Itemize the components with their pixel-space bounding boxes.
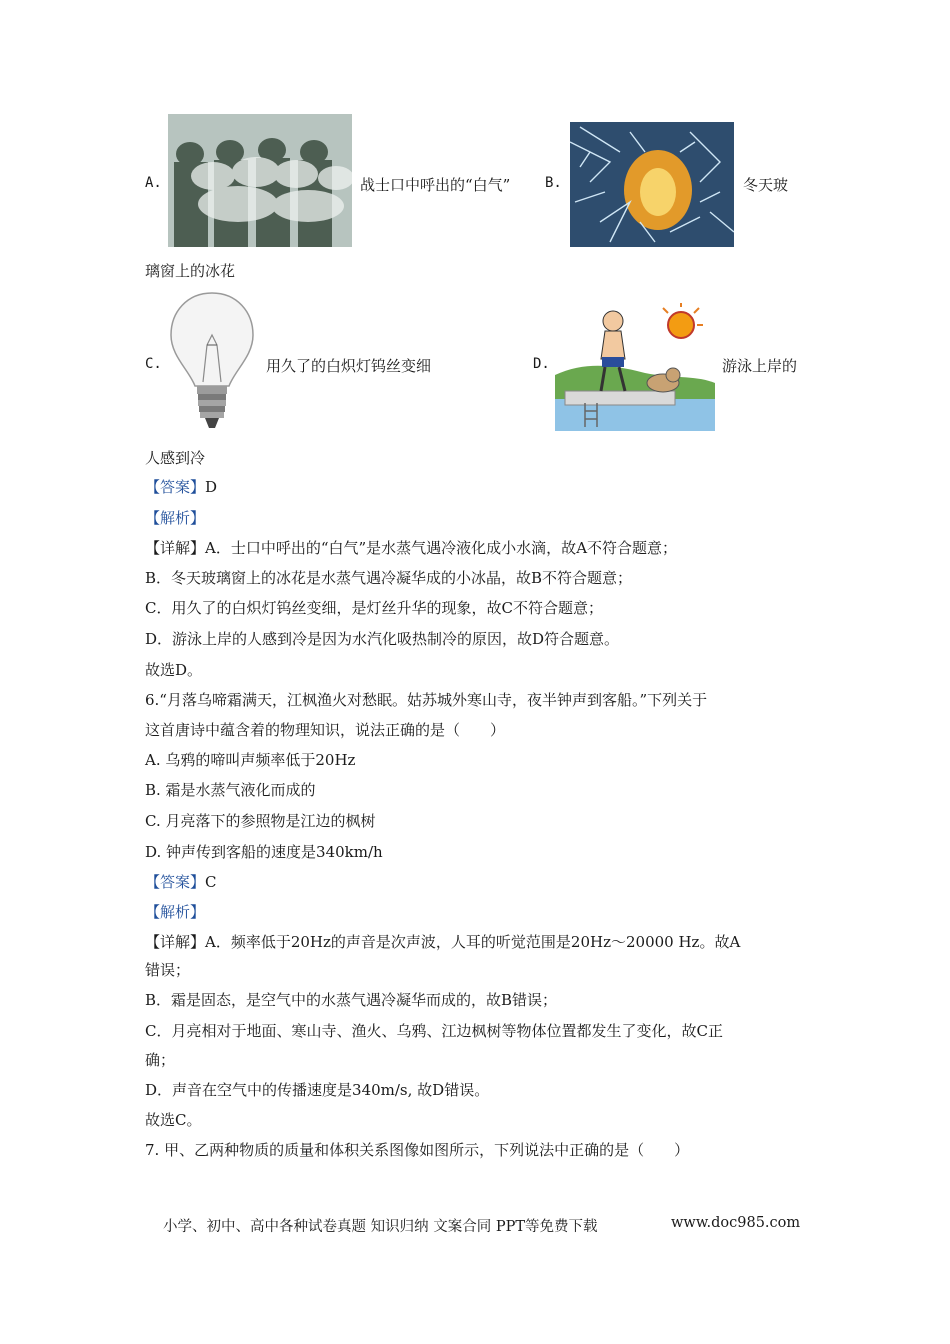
q6-option-c: C. 月亮落下的参照物是江边的枫树 <box>145 812 376 830</box>
light-bulb-image <box>167 290 257 430</box>
q6-detail-line-c2: 确； <box>145 1051 176 1069</box>
q6-detail-line-d: D．声音在空气中的传播速度是340m/s, 故D错误。 <box>145 1081 490 1099</box>
option-c-label: C. <box>145 356 162 372</box>
footer-url[interactable]: www.doc985.com <box>671 1215 801 1231</box>
q6-option-d: D. 钟声传到客船的速度是340km/h <box>145 843 383 861</box>
q5-detail-line-a: A．士口中呼出的“白气”是水蒸气遇冷液化成小水滴，故A不符合题意； <box>205 539 678 557</box>
frost-window-image <box>570 122 734 247</box>
q6-stem-line1: 6.“月落乌啼霜满天，江枫渔火对愁眠。姑苏城外寒山寺，夜半钟声到客船。”下列关于 <box>145 691 708 709</box>
option-a-label: A. <box>145 175 162 191</box>
q7-stem: 7. 甲、乙两种物质的质量和体积关系图像如图所示，下列说法中正确的是（ ） <box>145 1141 690 1159</box>
option-d-caption-part1: 游泳上岸的 <box>722 357 798 375</box>
option-b-label: B. <box>545 175 562 191</box>
footer-text: 小学、初中、高中各种试卷真题 知识归纳 文案合同 PPT等免费下载 <box>163 1219 598 1235</box>
analysis-tag: 【解析】 <box>145 509 206 527</box>
answer-tag: 【答案】 <box>145 873 206 891</box>
answer-tag: 【答案】 <box>145 478 206 496</box>
q5-detail-line-b: B．冬天玻璃窗上的冰花是水蒸气遇冷凝华成的小冰晶，故B不符合题意； <box>145 569 633 587</box>
soldiers-breath-image <box>168 114 352 247</box>
option-b-caption-part1: 冬天玻 <box>743 176 789 194</box>
q5-detail-line-c: C．用久了的白炽灯钨丝变细，是灯丝升华的现象，故C不符合题意； <box>145 599 603 617</box>
option-d-caption-part2: 人感到冷 <box>145 449 206 467</box>
q6-stem-line2: 这首唐诗中蕴含着的物理知识，说法正确的是（ ） <box>145 721 506 739</box>
q6-option-a: A. 乌鸦的啼叫声频率低于20Hz <box>145 751 356 769</box>
q6-option-b: B. 霜是水蒸气液化而成的 <box>145 781 316 799</box>
q6-detail-row <box>145 932 740 952</box>
analysis-tag: 【解析】 <box>145 903 206 921</box>
q6-detail-line-a1: A．频率低于20Hz的声音是次声波，人耳的听觉范围是20Hz～20000 Hz。故A <box>205 933 741 951</box>
option-c-caption: 用久了的白炽灯钨丝变细 <box>266 357 432 375</box>
q6-detail-line-a2: 错误； <box>145 961 191 979</box>
answer-value: D <box>205 478 218 496</box>
q6-answer-row <box>145 872 217 892</box>
q6-detail-line-c1: C．月亮相对于地面、寒山寺、渔火、乌鸦、江边枫树等物体位置都发生了变化，故C正 <box>145 1022 723 1040</box>
q5-choose: 故选D。 <box>145 661 203 679</box>
q6-detail-line-b: B．霜是固态，是空气中的水蒸气遇冷凝华而成的，故B错误； <box>145 991 558 1009</box>
detail-tag: 【详解】 <box>145 933 206 951</box>
option-a-caption: 战士口中呼出的“白气” <box>360 176 511 194</box>
swimmer-cold-image <box>555 303 715 431</box>
answer-value: C <box>205 873 217 891</box>
detail-tag: 【详解】 <box>145 539 206 557</box>
q5-answer-row <box>145 477 217 497</box>
q5-detail-row <box>145 538 677 558</box>
option-b-caption-part2: 璃窗上的冰花 <box>145 262 236 280</box>
q5-detail-line-d: D．游泳上岸的人感到冷是因为水汽化吸热制冷的原因，故D符合题意。 <box>145 630 620 648</box>
option-d-label: D. <box>533 356 550 372</box>
q6-choose: 故选C。 <box>145 1111 202 1129</box>
